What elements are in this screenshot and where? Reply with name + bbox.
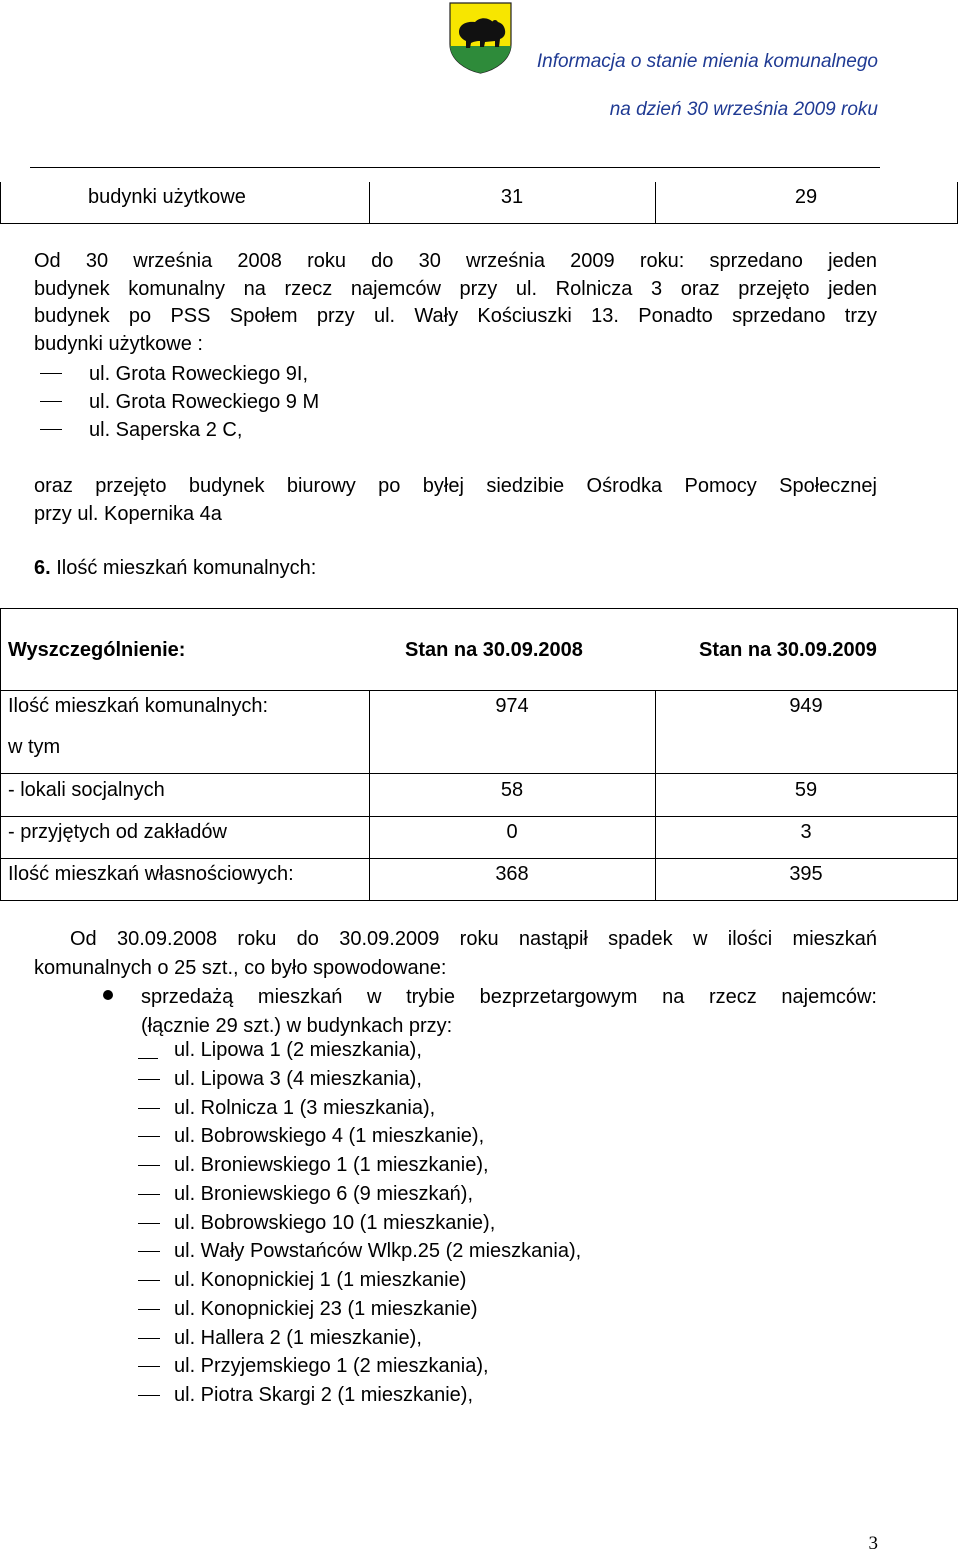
paragraph-line: Od 30.09.2008 roku do 30.09.2009 roku nastąpił spadek w ilości mieszkań	[70, 928, 877, 950]
dash-bullet-icon	[138, 1280, 160, 1281]
table-border	[957, 182, 958, 223]
paragraph-line: budynek komunalny na rzecz najemców przy ul. Rolnicza 3 oraz przejęto jeden	[34, 277, 877, 300]
table-border	[0, 900, 958, 901]
table-header-label: Wyszczególnienie:	[8, 639, 186, 661]
fragment-row-2009: 29	[794, 186, 818, 208]
dash-bullet-icon	[138, 1309, 160, 1310]
street-list-item-text: ul. Bobrowskiego 4 (1 mieszkanie),	[174, 1125, 485, 1148]
table-border	[0, 690, 958, 691]
table-border	[957, 608, 958, 901]
street-list-item-text: ul. Bobrowskiego 10 (1 mieszkanie),	[174, 1211, 496, 1234]
table-row-label: - przyjętych od zakładów	[8, 821, 227, 843]
table-border	[0, 182, 1, 223]
apartments-table	[0, 608, 958, 901]
table-cell-2009: 59	[794, 779, 818, 801]
table-border	[0, 223, 958, 224]
street-list-item-text: ul. Hallera 2 (1 mieszkanie),	[174, 1326, 422, 1349]
table-cell-2008: 368	[495, 863, 529, 885]
bullet-icon	[103, 990, 113, 1000]
street-list-item-text: ul. Przyjemskiego 1 (2 mieszkania),	[174, 1355, 489, 1378]
table-cell-2009: 3	[800, 821, 812, 843]
section-title: Ilość mieszkań komunalnych:	[56, 557, 317, 579]
header-divider	[30, 167, 880, 168]
dash-bullet-icon	[138, 1108, 160, 1109]
table-cell-2009: 395	[789, 863, 823, 885]
dash-bullet-icon	[138, 1079, 160, 1080]
paragraph-line: budynki użytkowe :	[34, 332, 203, 355]
table-row-label: - lokali socjalnych	[8, 779, 165, 801]
table-row-label: Ilość mieszkań komunalnych:	[8, 695, 269, 717]
header-title: Informacja o stanie mienia komunalnego	[536, 51, 878, 72]
header-date: na dzień 30 września 2009 roku	[609, 99, 878, 120]
list-item-text: ul. Grota Roweckiego 9 M	[89, 391, 320, 413]
table-row-label: Ilość mieszkań własnościowych:	[8, 863, 294, 885]
dash-bullet-icon	[40, 429, 62, 430]
table-header-2009: Stan na 30.09.2009	[699, 639, 877, 661]
list-item-text: ul. Saperska 2 C,	[89, 419, 243, 441]
paragraph-line: sprzedażą mieszkań w trybie bezprzetargowym na rzecz najemców:	[141, 986, 877, 1008]
section-number: 6.	[34, 557, 51, 579]
street-list-item-text: ul. Konopnickiej 23 (1 mieszkanie)	[174, 1297, 478, 1320]
table-border	[0, 773, 958, 774]
street-list-item-text: ul. Konopnickiej 1 (1 mieszkanie)	[174, 1269, 467, 1291]
table-border	[0, 608, 1, 901]
table-header-2008: Stan na 30.09.2008	[405, 639, 583, 661]
summary-paragraph	[34, 925, 877, 983]
dash-bullet-icon	[138, 1338, 160, 1339]
dash-bullet-icon	[138, 1165, 160, 1166]
street-list-item-text: ul. Broniewskiego 6 (9 mieszkań),	[174, 1182, 474, 1205]
underscore-bullet-icon	[138, 1058, 158, 1059]
table-border	[0, 816, 958, 817]
bullet-item	[141, 983, 877, 1041]
coat-of-arms-logo	[449, 2, 512, 74]
street-list-item-text: ul. Piotra Skargi 2 (1 mieszkanie),	[174, 1384, 474, 1406]
page-number: 3	[868, 1533, 878, 1554]
street-list-item-text: ul. Broniewskiego 1 (1 mieszkanie),	[174, 1154, 489, 1176]
paragraph-line: oraz przejęto budynek biurowy po byłej siedzibie Ośrodka Pomocy Społecznej	[34, 475, 877, 497]
street-list-item-text: ul. Wały Powstańców Wlkp.25 (2 mieszkania),	[174, 1240, 582, 1263]
list-item-text: ul. Grota Roweckiego 9I,	[89, 363, 308, 385]
paragraph-line: Od 30 września 2008 roku do 30 września 2009 roku: sprzedano jeden	[34, 250, 877, 272]
section-heading	[34, 555, 316, 582]
dash-bullet-icon	[138, 1136, 160, 1137]
paragraph-line: (łącznie 29 szt.) w budynkach przy:	[141, 1015, 453, 1037]
fragment-row-label: budynki użytkowe	[88, 186, 246, 208]
dash-bullet-icon	[138, 1223, 160, 1224]
table-cell-2008: 58	[500, 779, 524, 801]
street-list-item-text: ul. Lipowa 1 (2 mieszkania),	[174, 1039, 422, 1061]
paragraph-line: przy ul. Kopernika 4a	[34, 502, 222, 525]
table-cell-2008: 0	[506, 821, 518, 843]
list-item	[40, 417, 242, 444]
list-item	[40, 361, 308, 388]
street-list-item-text: ul. Rolnicza 1 (3 mieszkania),	[174, 1096, 436, 1119]
table-row-sublabel: w tym	[8, 736, 61, 758]
dash-bullet-icon	[138, 1194, 160, 1195]
dash-bullet-icon	[138, 1395, 160, 1396]
street-list-item-text: ul. Lipowa 3 (4 mieszkania),	[174, 1067, 422, 1090]
table-cell-2008: 974	[495, 695, 529, 717]
table-cell-2009: 949	[789, 695, 823, 717]
table-border	[0, 608, 958, 609]
paragraph-buildings	[34, 248, 877, 358]
paragraph-line: budynek po PSS Społem przy ul. Wały Kościuszki 13. Ponadto sprzedano trzy	[34, 305, 877, 327]
dash-bullet-icon	[40, 401, 62, 402]
fragment-table	[0, 182, 958, 224]
paragraph-office	[34, 473, 877, 528]
dash-bullet-icon	[40, 373, 62, 374]
paragraph-line: komunalnych o 25 szt., co było spowodowane:	[34, 957, 447, 979]
dash-bullet-icon	[138, 1251, 160, 1252]
list-item	[40, 389, 319, 416]
table-border	[0, 858, 958, 859]
dash-bullet-icon	[138, 1366, 160, 1367]
fragment-row-2008: 31	[500, 186, 524, 208]
